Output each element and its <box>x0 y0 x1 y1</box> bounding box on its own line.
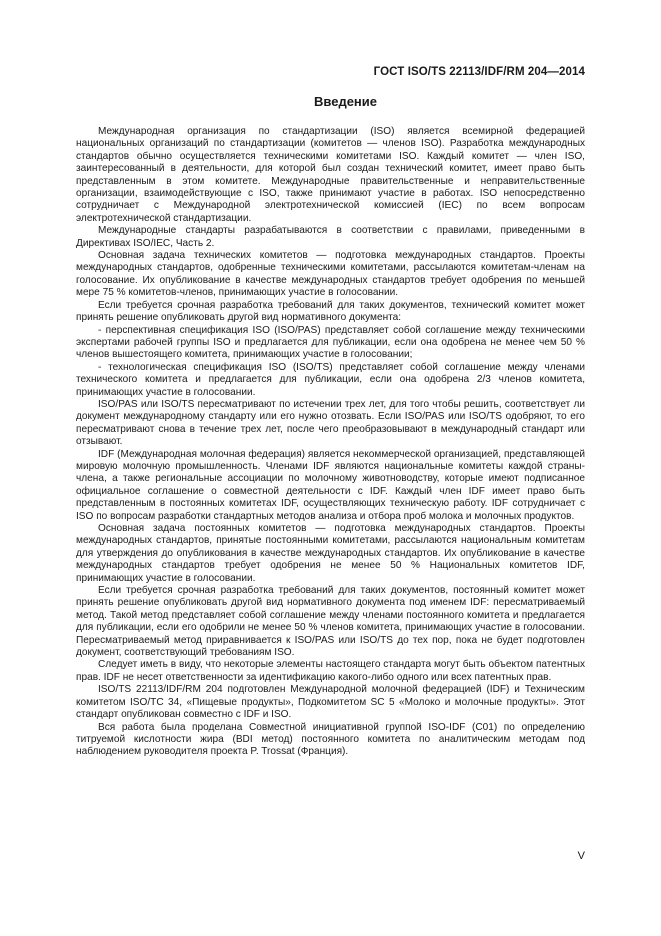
paragraph: Если требуется срочная разработка требований для таких документов, технический комитет может принять решение опубликовать другой вид нормативного документа: <box>76 299 585 324</box>
paragraph: Вся работа была проделана Совместной инициативной группой ISO-IDF (C01) по определению титруемой кислотности жира (BDI метод) постоянного комитета по аналитическим методам под наблюдением руководителя проекта P. Trossat (Франция). <box>76 721 585 758</box>
list-item: - перспективная спецификация ISO (ISO/PAS) представляет собой соглашение между техническими экспертами рабочей группы ISO и предлагается для публикации, если она одобрена не менее чем 50 % членов вышестоящего комитета, принимающих участие в голосовании; <box>76 324 585 361</box>
paragraph: Если требуется срочная разработка требований для таких документов, постоянный комитет может принять решение опубликовать другой вид нормативного документа под именем IDF: пересматриваемый метод. Такой метод представляет собой соглашение между членами постоянного комитета и предлагается для публикации, если его одобрили не менее 50 % членов комитета, принимающих участие в голосовании. Пересматриваемый метод приравнивается к ISO/PAS или ISO/TS до тех пор, пока не будет подготовлен документ, соответствующий требованиям ISO. <box>76 585 585 659</box>
paragraph: Международная организация по стандартизации (ISO) является всемирной федерацией национальных организаций по стандартизации (комитетов — членов ISO). Разработка международных стандартов обычно осуществляется техническими комитетами ISO. Каждый комитет — член ISO, заинтересованный в деятельности, для которой был создан технический комитет, имеет право быть представленным в этом комитете. Международные правительственные и неправительственные организации, взаимодействующие с ISO, также принимают участие в работах. ISO непосредственно сотрудничает с Международной электротехнической комиссией (IEC) по всем вопросам электротехнической стандартизации. <box>76 126 585 224</box>
document-body <box>76 126 585 759</box>
paragraph: Основная задача технических комитетов — подготовка международных стандартов. Проекты международных стандартов, одобренные техническими комитетами, рассылаются комитетам-членам на голосование. Их опубликование в качестве международных стандартов требует одобрения по меньшей мере 75 % комитетов-членов, принимающих участие в голосовании. <box>76 250 585 299</box>
list-item: - технологическая спецификация ISO (ISO/TS) представляет собой соглашение между членами технического комитета и предлагается для публикации, если она одобрена 2/3 членов комитета, принимающих участие в голосовании. <box>76 361 585 398</box>
page-number: V <box>577 850 585 862</box>
page-title: Введение <box>314 94 377 109</box>
paragraph: IDF (Международная молочная федерация) является некоммерческой организацией, представляющей мировую молочную промышленность. Членами IDF являются национальные комитеты каждой страны-члена, а также региональные ассоциации по молочному животноводству, которые имеют подписанное официальное соглашение о совместной деятельности с IDF. Каждый член IDF имеет право быть представленным в постоянных комитетах IDF, осуществляющих техническую работу. IDF сотрудничает с ISO по вопросам разработки стандартных методов анализа и отбора проб молока и молочных продуктов. <box>76 448 585 522</box>
paragraph: Основная задача постоянных комитетов — подготовка международных стандартов. Проекты международных стандартов, принятые постоянными комитетами, рассылаются национальным комитетам для утверждения до опубликования в качестве международных стандартов. Их опубликование в качестве международных стандартов требует одобрения не менее 50 % Национальных комитетов IDF, принимающих участие в голосовании. <box>76 523 585 584</box>
paragraph: Международные стандарты разрабатываются в соответствии с правилами, приведенными в Директивах ISO/IEC, Часть 2. <box>76 225 585 249</box>
paragraph: ISO/TS 22113/IDF/RM 204 подготовлен Международной молочной федерацией (IDF) и Техническим комитетом ISO/TC 34, «Пищевые продукты», Подкомитетом SC 5 «Молоко и молочные продукты». Этот стандарт опубликован совместно с IDF и ISO. <box>76 684 585 721</box>
paragraph: ISO/PAS или ISO/TS пересматривают по истечении трех лет, для того чтобы решить, соответствует ли документ международному стандарту или его нужно отозвать. Если ISO/PAS или ISO/TS одобряют, то его пересматривают снова в течение трех лет, после чего преобразовывают в международный стандарт или отзывают. <box>76 398 585 448</box>
document-header: ГОСТ ISO/TS 22113/IDF/RM 204—2014 <box>373 66 585 78</box>
paragraph: Следует иметь в виду, что некоторые элементы настоящего стандарта могут быть объектом патентных прав. IDF не несет ответственности за идентификацию какого-либо одного или всех патентных прав. <box>76 659 585 683</box>
